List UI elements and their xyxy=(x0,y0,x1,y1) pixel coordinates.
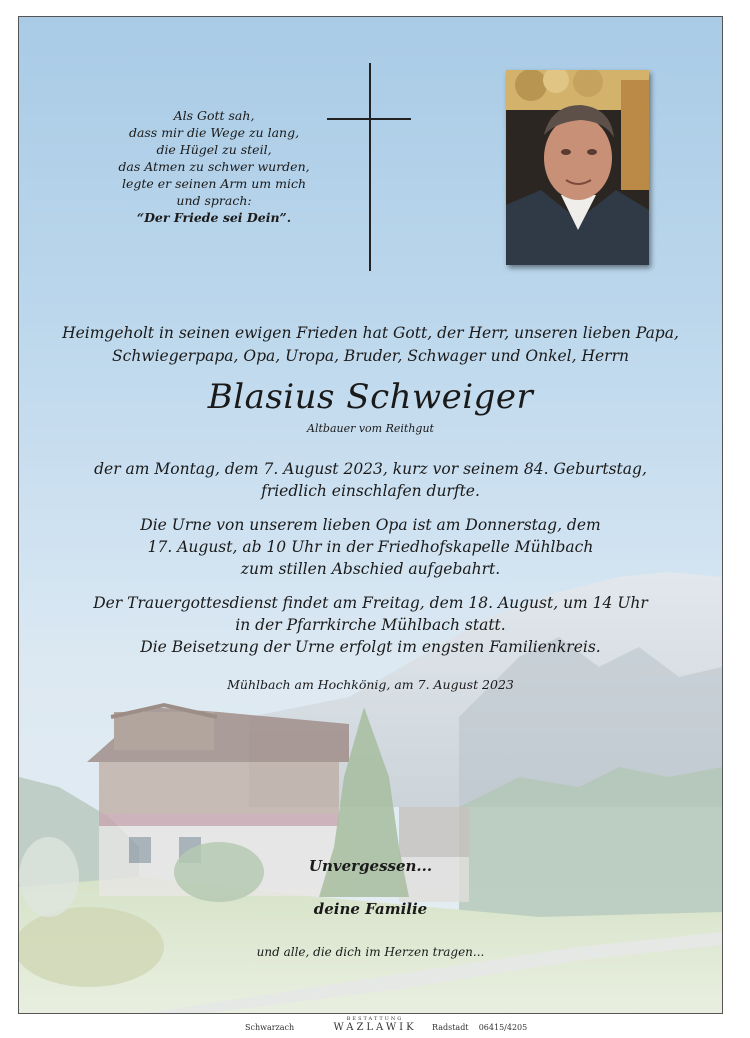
footer-location-left: Schwarzach xyxy=(245,1023,295,1032)
urn-notice xyxy=(49,514,692,580)
poem-line: dass mir die Wege zu lang, xyxy=(128,125,300,140)
footer-city: Radstadt xyxy=(432,1023,469,1032)
death-notice-line: der am Montag, dem 7. August 2023, kurz vor seinem 84. Geburtstag, xyxy=(94,460,647,478)
service-notice-line: in der Pfarrkirche Mühlbach statt. xyxy=(235,616,506,634)
obituary-card xyxy=(18,16,723,1014)
others-line: und alle, die dich im Herzen tragen... xyxy=(256,945,485,959)
service-notice-line: Die Beisetzung der Urne erfolgt im engsten Familienkreis. xyxy=(140,638,601,656)
family-signature: deine Familie xyxy=(313,900,428,918)
urn-notice-line: Die Urne von unserem lieben Opa ist am Donnerstag, dem xyxy=(140,516,601,534)
funeral-home-logo xyxy=(300,1016,450,1033)
urn-notice-line: 17. August, ab 10 Uhr in der Friedhofskapelle Mühlbach xyxy=(147,538,594,556)
poem-line: und sprach: xyxy=(176,193,252,208)
poem-line: Als Gott sah, xyxy=(173,108,255,123)
service-notice xyxy=(49,592,692,658)
intro-line: Schwiegerpapa, Opa, Uropa, Bruder, Schwager und Onkel, Herrn xyxy=(112,347,629,365)
place-date: Mühlbach am Hochkönig, am 7. August 2023 xyxy=(227,677,514,692)
footer xyxy=(0,1016,750,1036)
intro-line: Heimgeholt in seinen ewigen Frieden hat Gott, der Herr, unseren lieben Papa, xyxy=(62,324,679,342)
poem-line: das Atmen zu schwer wurden, xyxy=(118,159,310,174)
unvergessen-text: Unvergessen... xyxy=(308,857,433,875)
urn-notice-line: zum stillen Abschied aufgebahrt. xyxy=(240,560,501,578)
poem-quote: “Der Friede sei Dein”. xyxy=(136,210,292,225)
poem xyxy=(94,107,334,226)
deceased-title: Altbauer vom Reithgut xyxy=(307,422,434,435)
service-notice-line: Der Trauergottesdienst findet am Freitag, dem 18. August, um 14 Uhr xyxy=(93,594,648,612)
footer-contact-right xyxy=(432,1023,527,1032)
funeral-home-label: BESTATTUNG xyxy=(346,1016,404,1022)
death-notice xyxy=(49,458,692,502)
funeral-home-name: WAZLAWIK xyxy=(333,1022,417,1033)
deceased-name: Blasius Schweiger xyxy=(207,377,534,417)
poem-line: die Hügel zu steil, xyxy=(156,142,272,157)
cross-icon-bar xyxy=(327,118,411,120)
portrait-photo xyxy=(506,70,649,265)
footer-phone: 06415/4205 xyxy=(478,1023,528,1032)
intro-text xyxy=(49,322,692,368)
poem-line: legte er seinen Arm um mich xyxy=(121,176,307,191)
death-notice-line: friedlich einschlafen durfte. xyxy=(261,482,480,500)
cross-icon xyxy=(369,63,371,271)
